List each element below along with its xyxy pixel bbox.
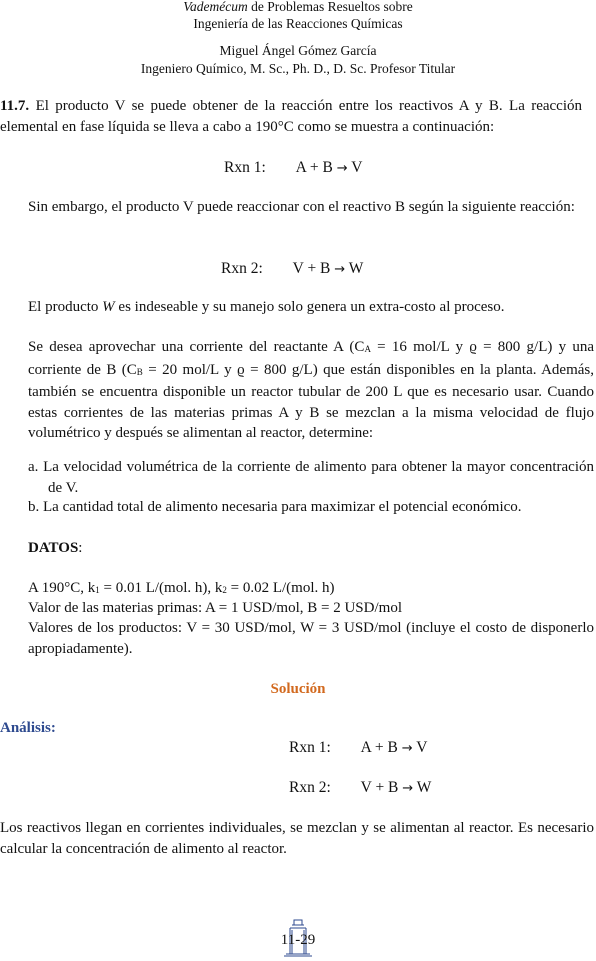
reaction-2: Rxn 2: V + B → W — [221, 260, 364, 277]
datos-product-values: Valores de los productos: V = 30 USD/mol, W = 3 USD/mol (incluye el costo de disponerlo apropiadamente). — [28, 620, 594, 657]
header-author: Miguel Ángel Gómez García — [219, 43, 377, 58]
right-arrow-icon: → — [402, 781, 414, 796]
reaction-1: Rxn 1: A + B → V — [224, 159, 363, 176]
problem-number: 11.7. — [0, 98, 30, 114]
header-subtitle: Ingeniería de las Reacciones Químicas — [193, 16, 403, 31]
header-credentials: Ingeniero Químico, M. Sc., Ph. D., D. Sc. Profesor Titular — [140, 61, 456, 76]
question-a: a. La velocidad volumétrica de la corriente de alimento para obtener la mayor concentración de V. — [28, 459, 594, 496]
paragraph-side-reaction: Sin embargo, el producto V puede reaccionar con el reactivo B según la siguiente reacción: — [28, 199, 575, 215]
datos-rate-constants: A 190°C, $k_1 = 0.01$ L/(mol. h), $k_2 = 0.02$ L/(mol. h) — [28, 580, 335, 596]
paragraph-w-undesirable: El producto W es indeseable y su manejo solo genera un extra-costo al proceso. — [28, 299, 505, 315]
paragraph-description: Se desea aprovechar una corriente del reactante A ($C_A = 16$ mol/L y ϱ = 800 g/L) y una corriente de B ($C_B = 20$ mol/L y ϱ = 800 g/L) que están disponibles en la planta. Además, también se encuentra disponible un reactor tubular de 200 L que es necesario usar. Cuando estas corrientes de las materias primas A y B se mezclan a la misma velocidad de flujo volumétrico y después se alimentan al reactor, determine: — [28, 339, 594, 441]
solution-reaction-2: Rxn 2: V + B → W — [289, 779, 432, 796]
solution-title: Solución — [270, 681, 326, 697]
right-arrow-icon: → — [401, 741, 413, 756]
page-number: 11-29 — [280, 932, 316, 948]
paragraph-closing: Los reactivos llegan en corrientes individuales, se mezclan y se alimentan al reactor. Es necesario calcular la concentración de alimento al reactor. — [0, 820, 594, 857]
solution-reaction-1: Rxn 1: A + B → V — [289, 739, 428, 756]
header-book-title: Vademécum de Problemas Resueltos sobre — [183, 0, 413, 14]
problem-intro: 11.7. El producto V se puede obtener de la reacción entre los reactivos A y B. La reacción elemental en fase líquida se lleva a cabo a 190°C como se muestra a continuación: — [0, 98, 583, 135]
question-b: b. La cantidad total de alimento necesaria para maximizar el potencial económico. — [28, 499, 522, 515]
datos-heading: DATOS: — [28, 540, 83, 556]
right-arrow-icon: → — [336, 161, 348, 176]
right-arrow-icon: → — [334, 262, 346, 277]
datos-raw-material-values: Valor de las materias primas: A = 1 USD/mol, B = 2 USD/mol — [28, 600, 402, 616]
analysis-title: Análisis: — [0, 720, 56, 736]
